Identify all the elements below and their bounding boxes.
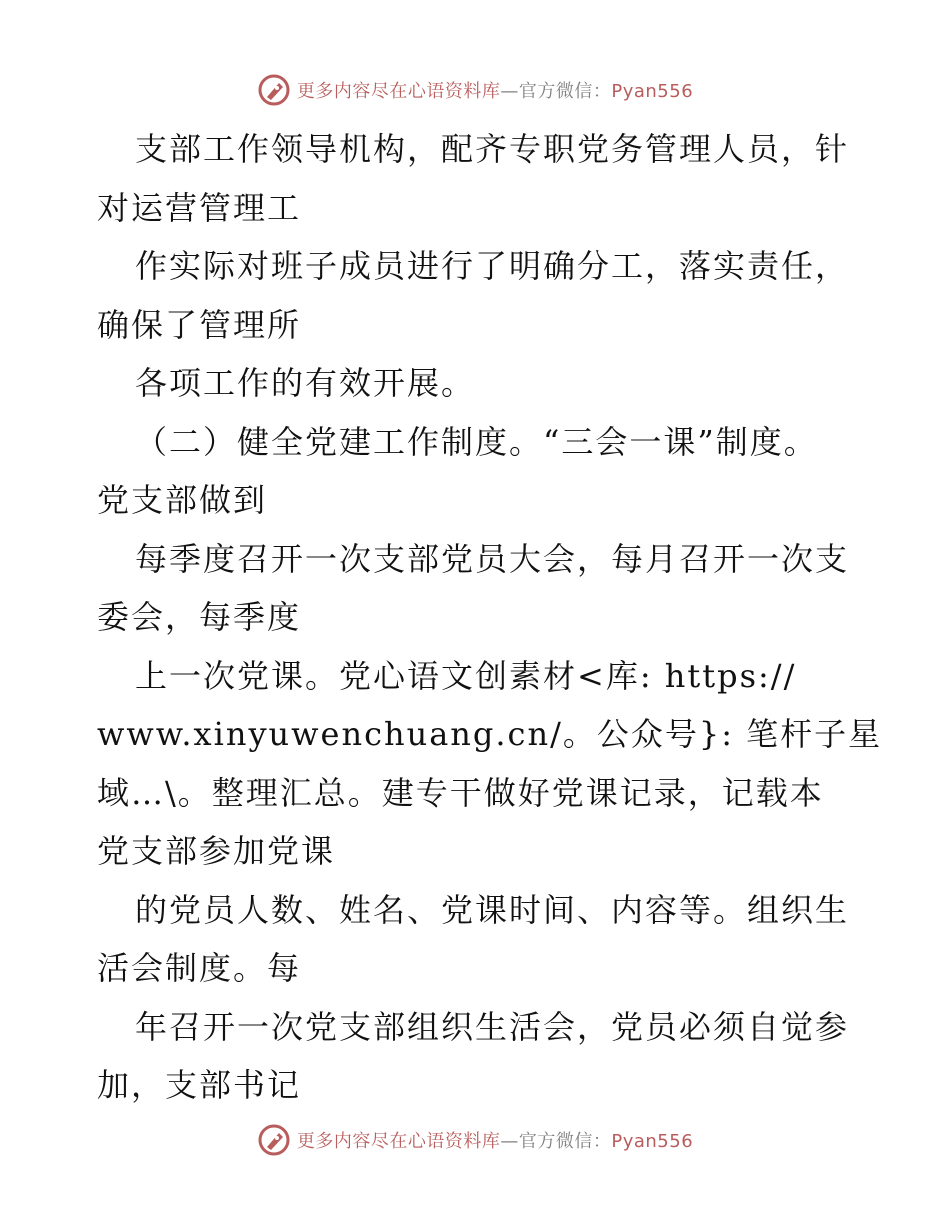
text-line: 委会，每季度	[97, 598, 302, 636]
text-line: 作实际对班子成员进行了明确分工，落实责任，	[135, 247, 850, 285]
footer-watermark	[0, 1120, 950, 1160]
text-line: 党支部做到	[97, 481, 268, 519]
pen-nib-logo-icon	[257, 1123, 291, 1157]
watermark-handle: Pyan556	[611, 1131, 694, 1152]
text-line: 每季度召开一次支部党员大会，每月召开一次支	[135, 539, 850, 578]
text-line: 域…\。整理汇总。建专干做好党课记录，记载本	[97, 773, 824, 812]
pen-nib-logo-icon	[257, 73, 291, 107]
document-body	[97, 120, 883, 1115]
watermark-dash: —	[500, 81, 519, 102]
text-line: 对运营管理工	[97, 188, 302, 227]
watermark-handle: Pyan556	[611, 81, 694, 102]
watermark-wechat-label: 官方微信：	[518, 1131, 612, 1152]
text-line: 年召开一次党支部组织生活会，党员必须自觉参	[135, 1007, 850, 1046]
text-line: 确保了管理所	[97, 305, 302, 344]
watermark-text	[297, 77, 693, 103]
text-line: 支部工作领导机构，配齐专职党务管理人员，针	[135, 130, 850, 168]
watermark-prefix: 更多内容尽在心语资料库	[296, 81, 501, 102]
text-line: 党支部参加党课	[97, 832, 336, 870]
watermark-prefix: 更多内容尽在心语资料库	[296, 1131, 501, 1152]
watermark-text	[297, 1127, 693, 1153]
text-line: （二）健全党建工作制度。“三会一课”制度。	[135, 422, 818, 461]
text-line: 活会制度。每	[97, 949, 302, 987]
header-watermark	[0, 70, 950, 110]
text-line: 的党员人数、姓名、党课时间、内容等。组织生	[135, 890, 850, 929]
watermark-wechat-label: 官方微信：	[518, 81, 612, 102]
text-line: www.xinyuwenchuang.cn/。公众号}: 笔杆子星	[97, 715, 883, 753]
text-line: 各项工作的有效开展。	[135, 364, 476, 402]
watermark-dash: —	[500, 1131, 519, 1152]
text-line: 上一次党课。党心语文创素材<库: https://	[135, 656, 797, 695]
text-line: 加，支部书记	[97, 1066, 302, 1104]
